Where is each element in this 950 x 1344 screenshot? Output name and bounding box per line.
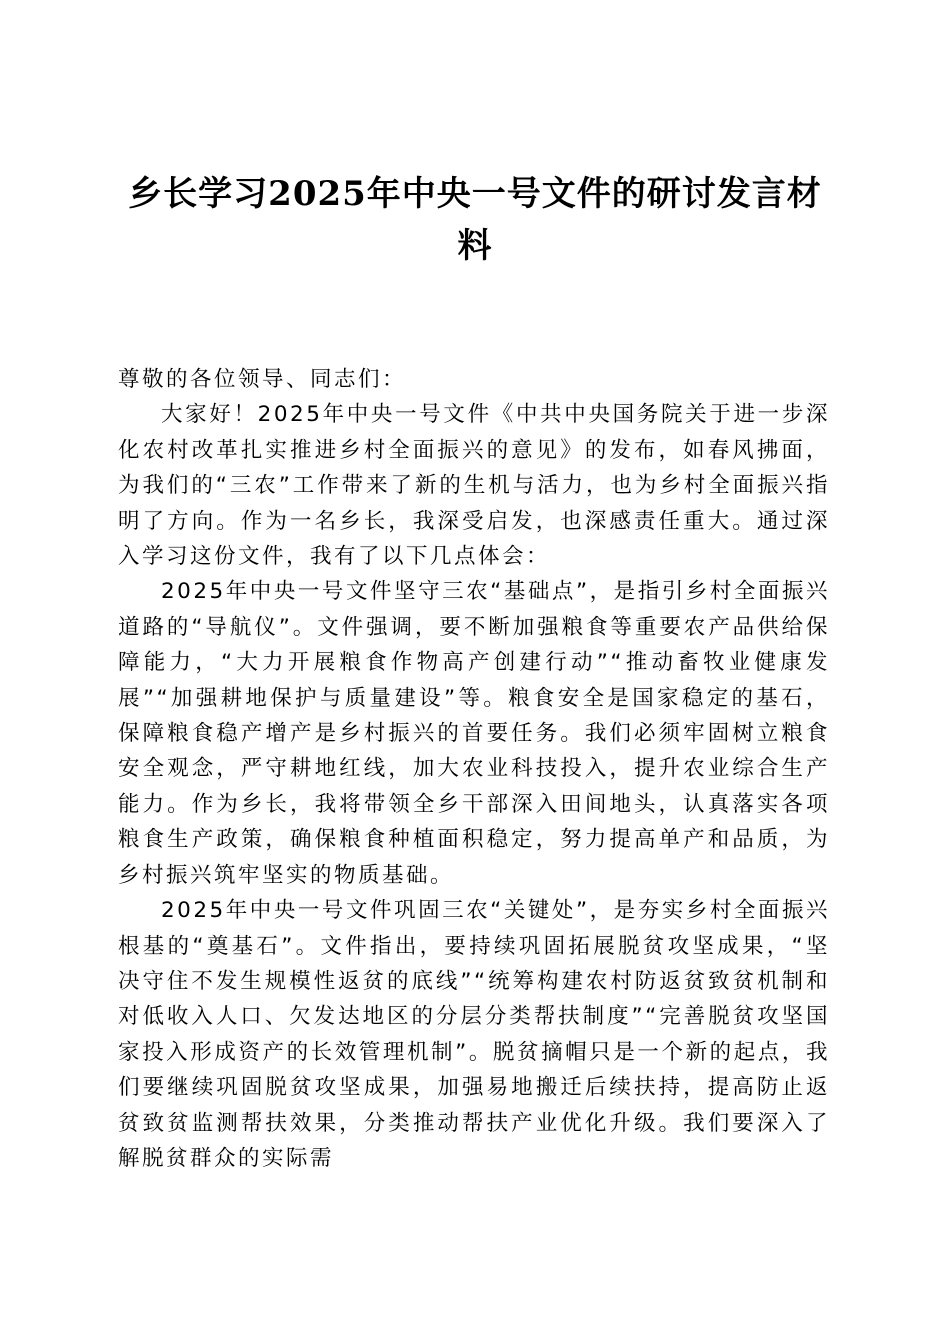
paragraph-intro: 大家好！2025年中央一号文件《中共中央国务院关于进一步深化农村改革扎实推进乡村全面振兴的意见》的发布，如春风拂面，为我们的“三农”工作带来了新的生机与活力，也为乡村全面振兴指明了方向。作为一名乡长，我深受启发，也深感责任重大。通过深入学习这份文件，我有了以下几点体会：: [118, 402, 830, 570]
salutation: 尊敬的各位领导、同志们：: [118, 367, 407, 392]
paragraph-poverty-alleviation: 2025年中央一号文件巩固三农“关键处”，是夯实乡村全面振兴根基的“奠基石”。文件指出，要持续巩固拓展脱贫攻坚成果，“坚决守住不发生规模性返贫的底线”“统筹构建农村防返贫致贫机制和对低收入人口、欠发达地区的分层分类帮扶制度”“完善脱贫攻坚国家投入形成资产的长效管理机制”。脱贫摘帽只是一个新的起点，我们要继续巩固脱贫攻坚成果，加强易地搬迁后续扶持，提高防止返贫致贫监测帮扶效果，分类推动帮扶产业优化升级。我们要深入了解脱贫群众的实际需: [118, 898, 830, 1171]
document-body: [118, 362, 830, 1176]
document-title: 乡长学习2025年中央一号文件的研讨发言材料: [128, 174, 822, 266]
paragraph-food-security: 2025年中央一号文件坚守三农“基础点”，是指引乡村全面振兴道路的“导航仪”。文件强调，要不断加强粮食等重要农产品供给保障能力，“大力开展粮食作物高产创建行动”“推动畜牧业健康发展”“加强耕地保护与质量建设”等。粮食安全是国家稳定的基石，保障粮食稳产增产是乡村振兴的首要任务。我们必须牢固树立粮食安全观念，严守耕地红线，加大农业科技投入，提升农业综合生产能力。作为乡长，我将带领全乡干部深入田间地头，认真落实各项粮食生产政策，确保粮食种植面积稳定，努力提高单产和品质，为乡村振兴筑牢坚实的物质基础。: [118, 579, 830, 888]
